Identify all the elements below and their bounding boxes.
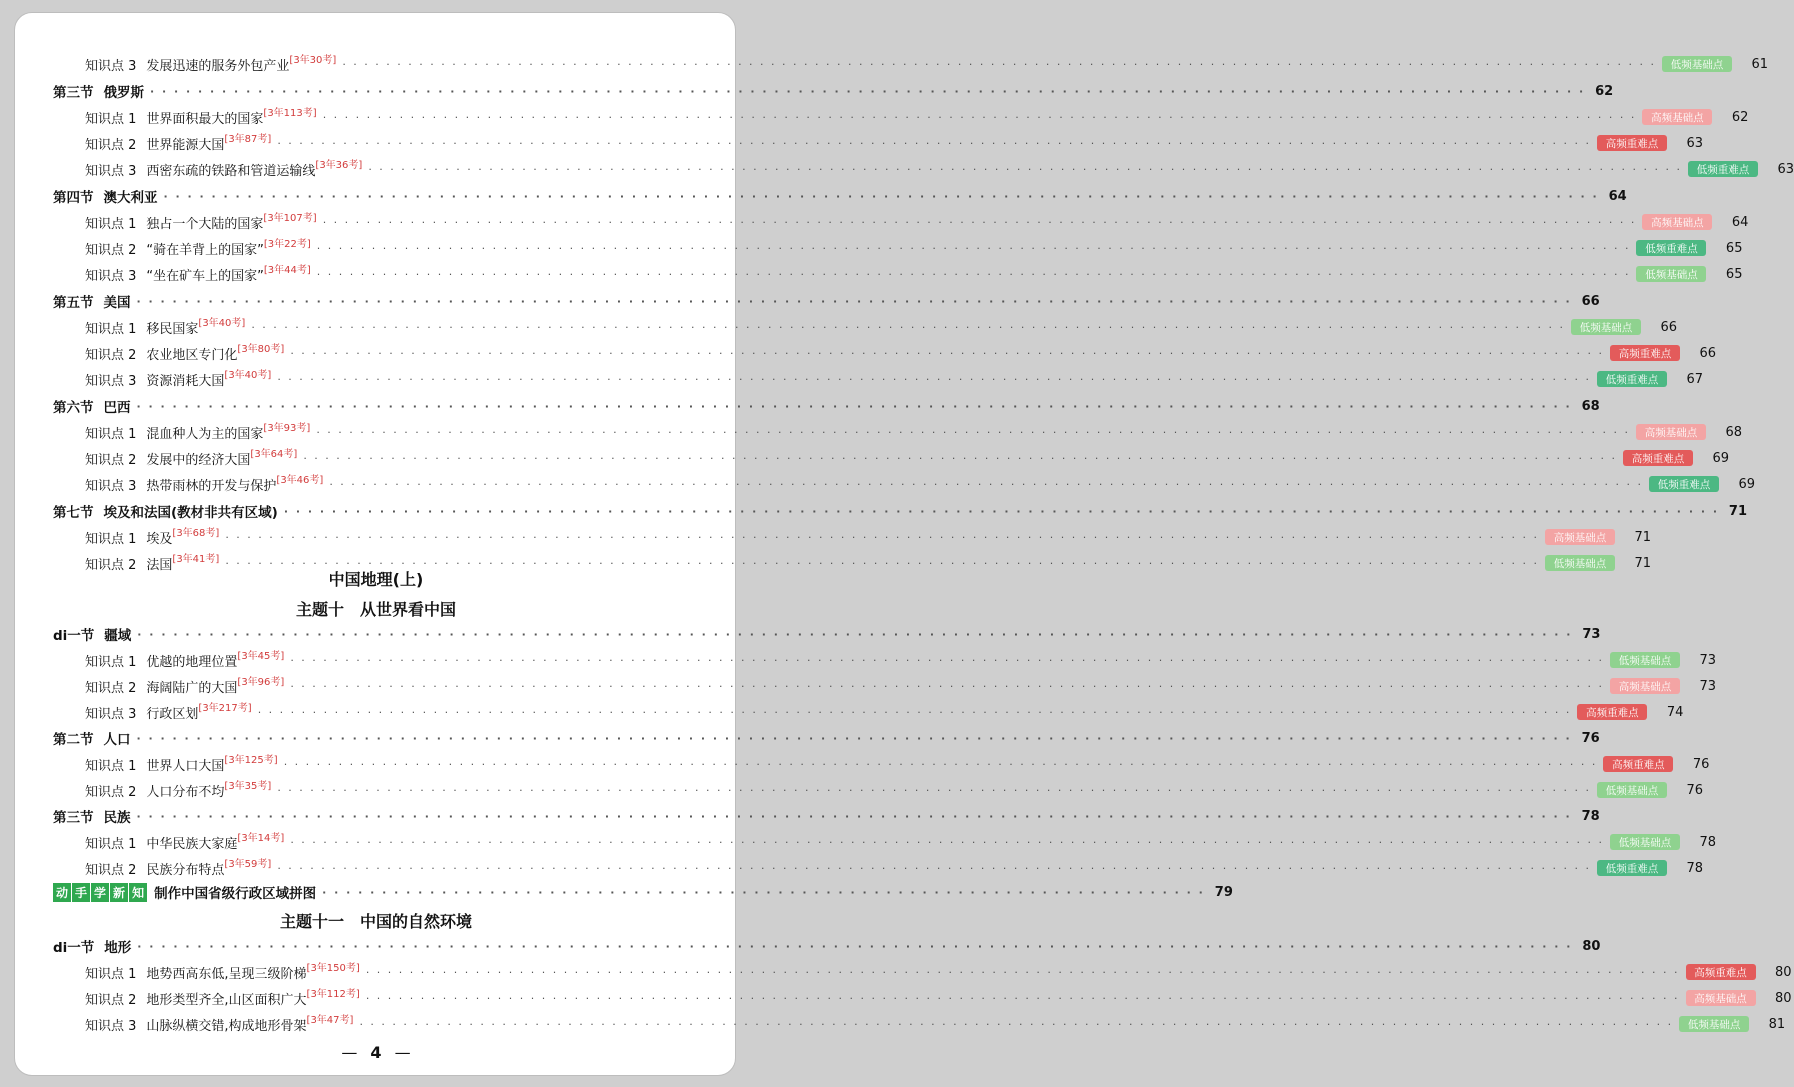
leader-dots: · · · · · · · · · · · · · · · · · · · · · · · · · · · · · · · · · · · · · · · · · · · · · · · · · · · · · · · · · · · · · · · · · · · · · · · · · · · · · · · · · · · · · · · · · · · · · · · · · · · · · · · · · · · · · · · · · · · · · · · · [342, 57, 1656, 71]
toc-item-row[interactable] [53, 368, 1703, 390]
knowledge-label: 知识点 3 [85, 706, 137, 722]
page-ref: 78 [1699, 834, 1716, 850]
exam-frequency-note: [3年87考] [224, 133, 272, 145]
entry-title: 人口分布不均 [146, 784, 225, 800]
activity-tag: 知 [129, 883, 147, 902]
exam-frequency-note: [3年59考] [224, 858, 272, 870]
activity-tag: 学 [91, 883, 109, 902]
knowledge-label: 知识点 1 [85, 216, 137, 232]
knowledge-label: 知识点 2 [85, 784, 137, 800]
knowledge-label: 知识点 3 [85, 268, 137, 284]
exam-frequency-note: [3年36考] [315, 159, 363, 171]
page-ref: 66 [1581, 293, 1600, 309]
leader-dots: · · · · · · · · · · · · · · · · · · · · · · · · · · · · · · · · · · · · · · · · · · · · · · · · · · · · · · · · · · · · · · · · · · · · · · · · · · · · · · · · · · · · · · · · · · · · · · · · · · · · · · · · · · · · · · · · · · · · · · · · [225, 530, 1539, 544]
entry-title-group [85, 160, 362, 179]
entry-title-group [53, 396, 131, 416]
toc-item-row[interactable] [53, 342, 1716, 364]
page-ref: 66 [1699, 345, 1716, 361]
toc-section-row[interactable] [53, 185, 1627, 207]
section-label: 第四节 [53, 190, 94, 206]
leader-dots: · · · · · · · · · · · · · · · · · · · · · · · · · · · · · · · · · · · · · · · · · · · · · · · · · · · · · · · · · · · · · · · · · · · · · · · · · · · · · · · · · · · · · · · · · · · · · · · · · · · · · · · · · · · · · · · · · · · · · · · · [316, 425, 1630, 439]
toc-item-row[interactable] [53, 857, 1703, 879]
exam-frequency-note: [3年40考] [198, 317, 246, 329]
difficulty-badge: 低频重难点 [1597, 860, 1667, 876]
entry-title-group [85, 344, 284, 363]
difficulty-badge: 低频重难点 [1597, 371, 1667, 387]
entry-title-group [85, 989, 360, 1008]
leader-dots: · · · · · · · · · · · · · · · · · · · · · · · · · · · · · · · · · · · · · · · · · · · · · · · · · · · · · · · · · · · · · · · · · · · · · · · · · · · · · · · · · · · · · · · · · · · · · · · · · · · · · · · · · · · · · · · · · · · · · · · · [136, 294, 1572, 308]
activity-row[interactable] [53, 881, 1233, 903]
entry-title-group [53, 806, 131, 826]
page-ref: 80 [1774, 990, 1792, 1006]
knowledge-label: 知识点 3 [85, 373, 137, 389]
difficulty-badge: 高频基础点 [1642, 109, 1712, 125]
entry-title: 混血种人为主的国家 [146, 426, 264, 442]
toc-section-row[interactable] [53, 805, 1600, 827]
entry-title-group [85, 1015, 353, 1034]
entry-title: 地形 [104, 940, 132, 956]
toc-item-row[interactable] [53, 211, 1749, 233]
exam-frequency-note: [3年41考] [172, 553, 220, 565]
entry-title-group [85, 963, 360, 982]
exam-frequency-note: [3年46考] [276, 474, 324, 486]
leader-dots: · · · · · · · · · · · · · · · · · · · · · · · · · · · · · · · · · · · · · · · · · · · · · · · · · · · · · · · · · · · · · · · · · · · · · · · · · · · · · · · · · · · · · · · · · · · · · · · · · · · · · · · · · · · · · · · · · · · · · · · · [137, 627, 1573, 641]
toc-item-row[interactable] [53, 132, 1703, 154]
page-ref: 61 [1751, 56, 1768, 72]
page-ref: 78 [1686, 860, 1703, 876]
entry-title: 民族 [103, 810, 131, 826]
toc-item-row[interactable] [53, 779, 1703, 801]
difficulty-badge: 低频基础点 [1597, 782, 1667, 798]
toc-section-row[interactable] [53, 727, 1600, 749]
knowledge-label: 知识点 1 [85, 321, 137, 337]
section-label: 第二节 [53, 732, 94, 748]
toc-item-row[interactable] [53, 106, 1749, 128]
leader-dots: · · · · · · · · · · · · · · · · · · · · · · · · · · · · · · · · · · · · · · · · · · · · · · · · · · · · · · · · · · · · · · · · · · · · · · · · · · · · · · · · · · · · · · · · · · · · · · · · · · · · · · · · · · · · · · · · · · · · · · · · [316, 267, 1631, 281]
entry-title-group [85, 781, 271, 800]
entry-title-group [85, 528, 219, 547]
activity-tags [53, 883, 148, 902]
activity-tag: 手 [72, 883, 90, 902]
leader-dots: · · · · · · · · · · · · · · · · · · · · · · · · · · · · · · · · · · · · · · · · · · · · · · · · · · · · · · · · · · · · · · · · · · · · · · · · · · · · · · · · · · · · · · · · · · · · · · · · · · · · · · · · · · · · · · · · · · · · · · · · [290, 346, 1604, 360]
knowledge-label: 知识点 1 [85, 426, 137, 442]
knowledge-label: 知识点 2 [85, 992, 137, 1008]
entry-title-group [85, 55, 336, 74]
page-ref: 63 [1777, 161, 1794, 177]
difficulty-badge: 高频重难点 [1597, 135, 1667, 151]
toc-item-row[interactable] [53, 473, 1755, 495]
difficulty-badge: 高频基础点 [1686, 990, 1756, 1006]
toc-item-row[interactable] [53, 526, 1651, 548]
exam-frequency-note: [3年64考] [250, 448, 298, 460]
leader-dots: · · · · · · · · · · · · · · · · · · · · · · · · · · · · · · · · · · · · · · · · · · · · · · · · · · · · · · · · · · · · · · · · · · · · · · · · · · · · · · · · · · · · · · · · · · · · · · · · · · · · · · · · · · · · · · · · · · · · · · · · [277, 861, 1591, 875]
toc-item-row[interactable] [53, 753, 1710, 775]
toc-item-row[interactable] [53, 53, 1768, 75]
page-number: 4 [370, 1043, 382, 1062]
entry-title-group [85, 265, 311, 284]
page-ref: 62 [1731, 109, 1749, 125]
section-label: 第五节 [53, 295, 94, 311]
leader-dots: · · · · · · · · · · · · · · · · · · · · · · · · · · · · · · · · · · · · · · · · · · · · · · · · · · · · · · · · · · · · · · · · · · · · · · · · · · · · · · · · · · · · · · · · · · · · · · · · · · · · · · · · · · · · · · · · · · · · · · · · [322, 215, 1637, 229]
exam-frequency-note: [3年217考] [198, 702, 252, 714]
toc-section-row[interactable] [53, 500, 1748, 522]
entry-title: 海阔陆广的大国 [146, 680, 238, 696]
entry-title-group [53, 936, 131, 956]
page-ref: 66 [1660, 319, 1677, 335]
entry-title: 埃及 [146, 531, 173, 547]
toc-section-row[interactable] [53, 80, 1614, 102]
entry-title-group [85, 554, 219, 573]
toc-item-row[interactable] [53, 552, 1651, 574]
toc-item-row[interactable] [53, 316, 1677, 338]
entry-title-group [53, 81, 144, 101]
exam-frequency-note: [3年47考] [306, 1014, 354, 1026]
entry-title: 世界能源大国 [146, 137, 225, 153]
leader-dots: · · · · · · · · · · · · · · · · · · · · · · · · · · · · · · · · · · · · · · · · · · · · · · · · · · · · · · · · · · · · · · · · · · · · · · · · · · · · · · · · · · · · · · · · · · · · · · · · · · · · · · · · · · · · · · · · · · · · · · · · [136, 809, 1572, 823]
knowledge-label: 知识点 1 [85, 758, 137, 774]
leader-dots: · · · · · · · · · · · · · · · · · · · · · · · · · · · · · · · · · · · · · · · · · · · · · · · · · · · · · · · · · · · · · · · · · · · · · · · · · · · · · · · · · · · · · · · · · · · · · · · · · · · · · · · · · · · · · · · · · · · · · · · · [316, 241, 1631, 255]
page-ref: 76 [1686, 782, 1703, 798]
knowledge-label: 知识点 2 [85, 242, 137, 258]
leader-dots: · · · · · · · · · · · · · · · · · · · · · · · · · · · · · · · · · · · · · · · · · · · · · · · · · · · · · · · · · · · · · · · · · · · · · · · · · · · · · · · · · · · · · · · · · · · · · · · · · · · · · · · · · · · · · · · · · · · · · · · · [322, 110, 1637, 124]
entry-title-group [85, 449, 297, 468]
leader-dots: · · · · · · · · · · · · · · · · · · · · · · · · · · · · · · · · · · · · · · · · · · · · · · · · · · · · · · · · · · · · · · · · · · · · · · · · · · · · · · · · · · · · · · · · · · · · · · · · · · · · · · · · · · · · · · · · · · · · · · · · [225, 556, 1539, 570]
entry-title-group [85, 108, 317, 127]
entry-title: 农业地区专门化 [146, 347, 238, 363]
leader-dots: · · · · · · · · · · · · · · · · · · · · · · · · · · · · · · · · · · · · · · · · · · · · · · · · · · · · · · · · · · · · · · · · · · · · · · · · · · · · · · · · · · · · · · · · · · · · · · · · · · · · · · · · · · · · · · · · · · · · · · · · [368, 162, 1682, 176]
difficulty-badge: 低频基础点 [1610, 834, 1680, 850]
leader-dots: · · · · · · · · · · · · · · · · · · · · · · · · · · · · · · · · · · · · · · · · · · · · · · · · · · · · · · · · · · · · · · · · · · · · · · · · · · · · · · · · · · · · · · · · · · · · · · · · · · · · · · · · · · · · · · · · · · · · · · · · [277, 136, 1591, 150]
page-ref: 73 [1582, 626, 1601, 642]
page-ref: 62 [1595, 83, 1614, 99]
page-ref: 65 [1725, 240, 1743, 256]
page-ref: 64 [1608, 188, 1627, 204]
entry-title-group [53, 728, 131, 748]
toc-item-row[interactable] [53, 421, 1742, 443]
knowledge-label: 知识点 3 [85, 478, 137, 494]
entry-title: 地势西高东低,呈现三级阶梯 [146, 966, 307, 982]
activity-tag: 动 [53, 883, 71, 902]
exam-frequency-note: [3年107考] [263, 212, 317, 224]
entry-title-group [53, 501, 278, 521]
leader-dots: · · · · · · · · · · · · · · · · · · · · · · · · · · · · · · · · · · · · · · · · · · · · · · · · · · · · · · · · · · · · · · · · · · · · · · · · · · · · · · · · · · · · · · · · · · · · · · · · · · · · · · · · · · · · · · · · · · · · · · · · [290, 835, 1604, 849]
section-label: 第三节 [53, 85, 94, 101]
entry-title: 移民国家 [146, 321, 199, 337]
entry-title: 美国 [103, 295, 131, 311]
entry-title-group [85, 755, 278, 774]
entry-title-group [85, 833, 284, 852]
exam-frequency-note: [3年113考] [263, 107, 317, 119]
toc-section-row[interactable] [53, 395, 1600, 417]
page-ref: 74 [1666, 704, 1684, 720]
entry-title: 优越的地理位置 [146, 654, 238, 670]
leader-dots: · · · · · · · · · · · · · · · · · · · · · · · · · · · · · · · · · · · · · · · · · · · · · · · · · · · · · · · · · · · · · · · · · · · · · · · · · · · · · · · · · · · · · · · · · · · · · · · · · · · · · · · · · · · · · · · · · · · · · · · · [251, 320, 1565, 334]
leader-dots: · · · · · · · · · · · · · · · · · · · · · · · · · · · · · · · · · · · · · · · · · · · · · · · · · · · · · · · · · · · · · · · · · · · · · · · · · · · · · · · · · · · · · · · · · · · · · · · · · · · · · · · · · · · · · · · · · · · · · · · · [150, 84, 1586, 98]
section-label: di一节 [53, 628, 95, 644]
entry-title: 埃及和法国(教材非共有区域) [103, 505, 278, 521]
leader-dots: · · · · · · · · · · · · · · · · · · · · · · · · · · · · · · · · · · · · · · · · · · · · · · · · · · · · · · · · · · · · · · · · · · · · · · · · · · · · · · · · · · · · · · · · · · · · · · · · · · · · · · · · · · · · · · · · · · · · · · · · [290, 653, 1604, 667]
entry-title-group [85, 703, 252, 722]
entry-title: 俄罗斯 [103, 85, 144, 101]
leader-dots: · · · · · · · · · · · · · · · · · · · · · · · · · · · · · · · · · · · · · · · · · · · · · · · · · · · · · · · · · · · · · · · · · · · · · · · · · · · · · · · · · · · · · · · · · · · · · · · · · · · · · · · · · · · · · · · · · · · · · · · · [365, 991, 1680, 1005]
difficulty-badge: 高频重难点 [1577, 704, 1647, 720]
page-footer [15, 1043, 737, 1062]
toc-item-row[interactable] [53, 1013, 1786, 1035]
page-ref: 71 [1728, 503, 1748, 519]
entry-title-group [85, 370, 271, 389]
theme-eleven-title: 主题十一 中国的自然环境 [279, 912, 472, 931]
exam-frequency-note: [3年44考] [263, 264, 311, 276]
leader-dots: · · · · · · · · · · · · · · · · · · · · · · · · · · · · · · · · · · · · · · · · · · · · · · · · · · · · · · · · · · · · · · · · · · · · · · · · · · · · · · · · · · · · · · · · · · · · · · · · · · · · · · · · · · · · · · · · · · · · · · · · [163, 189, 1599, 203]
knowledge-label: 知识点 1 [85, 836, 137, 852]
toc-item-row[interactable] [53, 987, 1792, 1009]
difficulty-badge: 低频重难点 [1649, 476, 1719, 492]
leader-dots: · · · · · · · · · · · · · · · · · · · · · · · · · · · · · · · · · · · · · · · · · · · · · · · · · · · · · · · · · · · · · · · · · · · · · · · · · · · · · · · · · · · · · · · · · · · · · · · · · · · · · · · · · · · · · · · · · · · · · · · · [359, 1017, 1674, 1031]
page-ref: 81 [1768, 1016, 1786, 1032]
difficulty-badge: 高频重难点 [1610, 345, 1680, 361]
difficulty-badge: 高频重难点 [1623, 450, 1693, 466]
page-ref: 73 [1699, 678, 1716, 694]
toc-item-row[interactable] [53, 831, 1716, 853]
section-label: 第三节 [53, 810, 94, 826]
difficulty-badge: 高频重难点 [1686, 964, 1756, 980]
exam-frequency-note: [3年22考] [263, 238, 311, 250]
entry-title: 地形类型齐全,山区面积广大 [146, 992, 307, 1008]
leader-dots: · · · · · · · · · · · · · · · · · · · · · · · · · · · · · · · · · · · · · · · · · · · · · · · · · · · · · · · · · · · · · · · · · · · · · · · · · · · · · · · · · · · · · · · · · · · · · · · · · · · · · · · · · · · · · · · · · · · · · · · · [136, 731, 1572, 745]
entry-title: “骑在羊背上的国家” [146, 242, 264, 258]
exam-frequency-note: [3年45考] [237, 650, 285, 662]
difficulty-badge: 高频基础点 [1545, 529, 1615, 545]
knowledge-label: 知识点 3 [85, 58, 137, 74]
entry-title-group [85, 423, 310, 442]
exam-frequency-note: [3年80考] [237, 343, 285, 355]
difficulty-badge: 低频基础点 [1662, 56, 1732, 72]
knowledge-label: 知识点 1 [85, 531, 137, 547]
entry-title-group [85, 213, 317, 232]
toc-section-row[interactable] [53, 623, 1601, 645]
page-ref: 80 [1774, 964, 1792, 980]
entry-title: 发展中的经济大国 [146, 452, 251, 468]
footer-dash-left: — [341, 1043, 358, 1062]
exam-frequency-note: [3年35考] [224, 780, 272, 792]
difficulty-badge: 高频基础点 [1610, 678, 1680, 694]
toc-item-row[interactable] [53, 237, 1743, 259]
section-label: di一节 [53, 940, 95, 956]
difficulty-badge: 低频重难点 [1636, 240, 1706, 256]
knowledge-label: 知识点 3 [85, 163, 137, 179]
page-ref: 73 [1699, 652, 1716, 668]
entry-title: 法国 [146, 557, 173, 573]
knowledge-label: 知识点 2 [85, 137, 137, 153]
page-ref: 71 [1634, 555, 1651, 571]
entry-title: 世界面积最大的国家 [146, 111, 264, 127]
toc-item-row[interactable] [53, 961, 1792, 983]
exam-frequency-note: [3年93考] [263, 422, 311, 434]
page-ref: 68 [1581, 398, 1600, 414]
entry-title: 行政区划 [146, 706, 199, 722]
knowledge-label: 知识点 1 [85, 966, 137, 982]
toc-item-row[interactable] [53, 263, 1743, 285]
toc-section-row[interactable] [53, 935, 1601, 957]
leader-dots: · · · · · · · · · · · · · · · · · · · · · · · · · · · · · · · · · · · · · · · · · · · · · · · · · · · · · · · · · · · · · · · · · · · · · · · · · · · · · · · · · · · · · · · · · · · · · · · · · · · · · · · · · · · · · · · · · · · · · · · · [137, 939, 1573, 953]
leader-dots: · · · · · · · · · · · · · · · · · · · · · · · · · · · · · · · · · · · · · · · · · · · · · · · · · · · · · · · · · · · · · · · · · · · · · · · · · · · · · · · · · · · · · · · · · · · · · · · · · · · · · · · · · · · · · · · · · · · · · · · · [136, 399, 1572, 413]
entry-title-group [85, 859, 271, 878]
page-ref: 63 [1686, 135, 1703, 151]
exam-frequency-note: [3年14考] [237, 832, 285, 844]
entry-title: 热带雨林的开发与保护 [146, 478, 277, 494]
exam-frequency-note: [3年112考] [306, 988, 360, 1000]
toc-item-row[interactable] [53, 158, 1794, 180]
difficulty-badge: 低频基础点 [1636, 266, 1706, 282]
activity-title: 制作中国省级行政区域拼图 [154, 886, 317, 902]
footer-dash-right: — [394, 1043, 411, 1062]
exam-frequency-note: [3年125考] [224, 754, 278, 766]
leader-dots: · · · · · · · · · · · · · · · · · · · · · · · · · · · · · · · · · · · · · · · · · · · · · · · · · · · · · · · · · · · · · · · · · · · · · · · · · · · · · · · · · · · · · · · · · · · · · · · · · · · · · · · · · · · · · · · · · · · · · · · · [277, 783, 1591, 797]
entry-title-group [53, 291, 131, 311]
toc-section-row[interactable] [53, 290, 1600, 312]
page-ref: 78 [1581, 808, 1600, 824]
knowledge-label: 知识点 2 [85, 557, 137, 573]
entry-title: 疆域 [104, 628, 132, 644]
page-ref: 68 [1725, 424, 1742, 440]
entry-title-group [53, 186, 158, 206]
difficulty-badge: 高频基础点 [1636, 424, 1706, 440]
theme-ten-title: 主题十 从世界看中国 [295, 600, 456, 619]
entry-title: 发展迅速的服务外包产业 [146, 58, 290, 74]
leader-dots: · · · · · · · · · · · · · · · · · · · · · · · · · · · · · · · · · · · · · · · · · · · · · · · · · · · · · · · · · · · · · · · · · · · · · · · · · · [322, 885, 1205, 899]
difficulty-badge: 高频重难点 [1603, 756, 1673, 772]
page-ref: 76 [1692, 756, 1710, 772]
page-ref: 80 [1582, 938, 1601, 954]
page-ref: 65 [1725, 266, 1743, 282]
knowledge-label: 知识点 1 [85, 111, 137, 127]
knowledge-label: 知识点 2 [85, 862, 137, 878]
difficulty-badge: 低频基础点 [1679, 1016, 1749, 1032]
difficulty-badge: 低频基础点 [1571, 319, 1641, 335]
entry-title-group [85, 239, 311, 258]
leader-dots: · · · · · · · · · · · · · · · · · · · · · · · · · · · · · · · · · · · · · · · · · · · · · · · · · · · · · · · · · · · · · · · · · · · · · · · · · · · · · · · · · · · · · · · · · · · · · · · · · · · · · · · · · · · · · · · · · · · · · · · · [257, 705, 1572, 719]
toc-item-row[interactable] [53, 675, 1716, 697]
entry-title: 民族分布特点 [146, 862, 225, 878]
activity-tag: 新 [110, 883, 128, 902]
toc-item-row[interactable] [53, 649, 1716, 671]
exam-frequency-note: [3年68考] [172, 527, 220, 539]
part-title: 中国地理(上) [328, 570, 424, 589]
entry-title: “坐在矿车上的国家” [146, 268, 264, 284]
page-ref: 76 [1581, 730, 1600, 746]
entry-title: 人口 [103, 732, 131, 748]
difficulty-badge: 低频基础点 [1545, 555, 1615, 571]
page-ref: 69 [1712, 450, 1729, 466]
activity-page: 79 [1214, 884, 1233, 900]
leader-dots: · · · · · · · · · · · · · · · · · · · · · · · · · · · · · · · · · · · · · · · · · · · · · · · · · · · · · · · · · · · · · · · · · · · · · · · · · · · · · · · · · · · · · · · · · · · · · · · · · · · · · · · · · · · · · · · · · · · · · · · · [283, 504, 1720, 518]
entry-title-group [53, 624, 131, 644]
exam-frequency-note: [3年96考] [237, 676, 285, 688]
leader-dots: · · · · · · · · · · · · · · · · · · · · · · · · · · · · · · · · · · · · · · · · · · · · · · · · · · · · · · · · · · · · · · · · · · · · · · · · · · · · · · · · · · · · · · · · · · · · · · · · · · · · · · · · · · · · · · · · · · · · · · · · [290, 679, 1604, 693]
entry-title: 巴西 [103, 400, 131, 416]
difficulty-badge: 高频基础点 [1642, 214, 1712, 230]
exam-frequency-note: [3年30考] [289, 54, 337, 66]
entry-title-group [85, 318, 245, 337]
knowledge-label: 知识点 1 [85, 654, 137, 670]
leader-dots: · · · · · · · · · · · · · · · · · · · · · · · · · · · · · · · · · · · · · · · · · · · · · · · · · · · · · · · · · · · · · · · · · · · · · · · · · · · · · · · · · · · · · · · · · · · · · · · · · · · · · · · · · · · · · · · · · · · · · · · · [277, 372, 1591, 386]
page-ref: 67 [1686, 371, 1703, 387]
toc-page [14, 12, 1794, 1076]
entry-title-group [85, 651, 284, 670]
entry-title: 山脉纵横交错,构成地形骨架 [146, 1018, 307, 1034]
page-ref: 69 [1738, 476, 1755, 492]
toc-item-row[interactable] [53, 701, 1684, 723]
entry-title: 独占一个大陆的国家 [146, 216, 264, 232]
entry-title-group [85, 134, 271, 153]
difficulty-badge: 低频基础点 [1610, 652, 1680, 668]
leader-dots: · · · · · · · · · · · · · · · · · · · · · · · · · · · · · · · · · · · · · · · · · · · · · · · · · · · · · · · · · · · · · · · · · · · · · · · · · · · · · · · · · · · · · · · · · · · · · · · · · · · · · · · · · · · · · · · · · · · · · · · · [283, 757, 1598, 771]
toc-item-row[interactable] [53, 447, 1729, 469]
entry-title: 世界人口大国 [146, 758, 225, 774]
section-label: 第六节 [53, 400, 94, 416]
knowledge-label: 知识点 2 [85, 680, 137, 696]
leader-dots: · · · · · · · · · · · · · · · · · · · · · · · · · · · · · · · · · · · · · · · · · · · · · · · · · · · · · · · · · · · · · · · · · · · · · · · · · · · · · · · · · · · · · · · · · · · · · · · · · · · · · · · · · · · · · · · · · · · · · · · · [303, 451, 1617, 465]
exam-frequency-note: [3年40考] [224, 369, 272, 381]
difficulty-badge: 低频重难点 [1688, 161, 1758, 177]
page-ref: 64 [1731, 214, 1749, 230]
entry-title: 资源消耗大国 [146, 373, 225, 389]
knowledge-label: 知识点 2 [85, 452, 137, 468]
entry-title: 西密东疏的铁路和管道运输线 [146, 163, 316, 179]
knowledge-label: 知识点 3 [85, 1018, 137, 1034]
section-label: 第七节 [53, 505, 94, 521]
entry-title-group [85, 677, 284, 696]
exam-frequency-note: [3年150考] [306, 962, 360, 974]
leader-dots: · · · · · · · · · · · · · · · · · · · · · · · · · · · · · · · · · · · · · · · · · · · · · · · · · · · · · · · · · · · · · · · · · · · · · · · · · · · · · · · · · · · · · · · · · · · · · · · · · · · · · · · · · · · · · · · · · · · · · · · · [365, 965, 1680, 979]
entry-title: 澳大利亚 [103, 190, 158, 206]
page-ref: 71 [1634, 529, 1651, 545]
entry-title: 中华民族大家庭 [146, 836, 238, 852]
leader-dots: · · · · · · · · · · · · · · · · · · · · · · · · · · · · · · · · · · · · · · · · · · · · · · · · · · · · · · · · · · · · · · · · · · · · · · · · · · · · · · · · · · · · · · · · · · · · · · · · · · · · · · · · · · · · · · · · · · · · · · · · [329, 477, 1643, 491]
entry-title-group [85, 475, 323, 494]
knowledge-label: 知识点 2 [85, 347, 137, 363]
